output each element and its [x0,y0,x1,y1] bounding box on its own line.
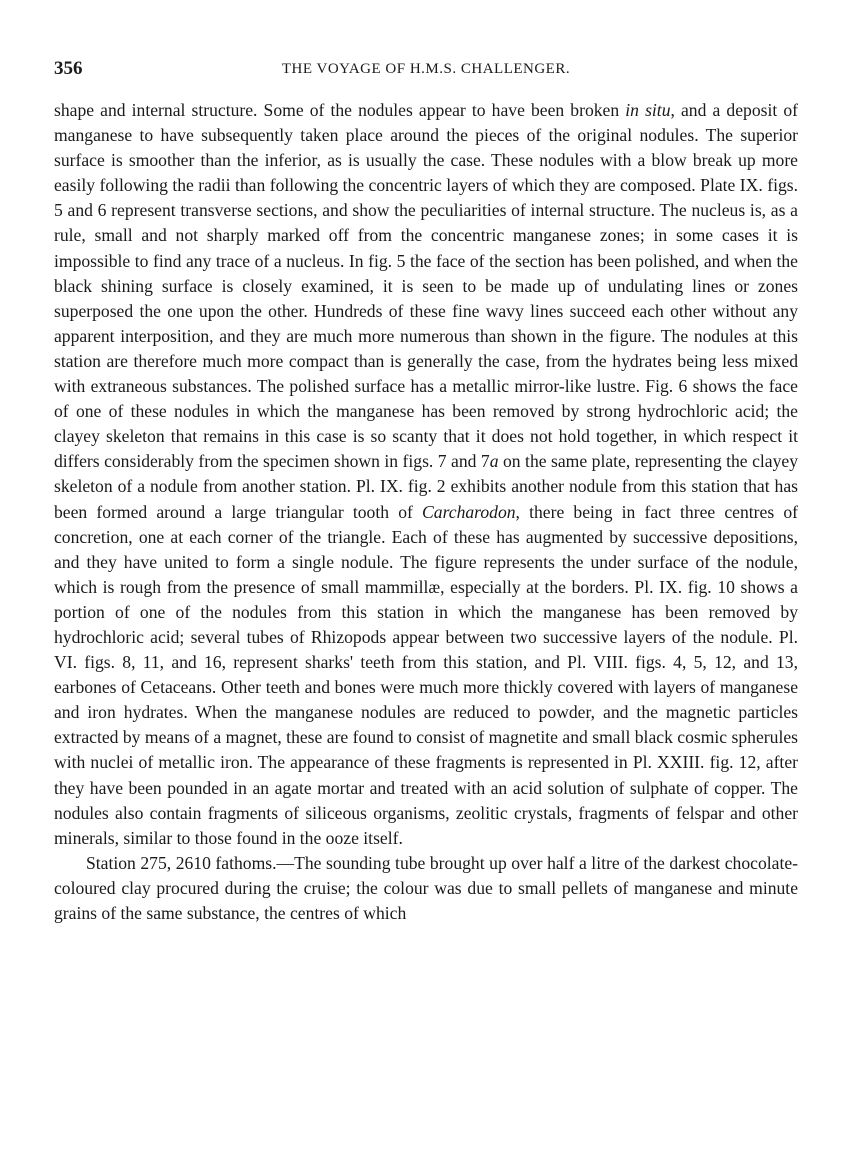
running-title: THE VOYAGE OF H.M.S. CHALLENGER. [281,61,571,77]
text-segment: on the same plate, representing the clayey skeleton of a nodule from another station. Pl. IX. fig. 2 exhibits another nodule from this station that has been formed around a large triangular tooth of [54,451,798,522]
paragraph-station-275 [54,851,798,926]
page-number: 356 [54,58,83,79]
text-segment: , there being in fact three centres of concretion, one at each corner of the triangle. Each of these has augmented by successive depositions, and they have united to form a single nodule. The figure represents the under surface of the nodule, which is rough from the presence of small mammillæ, especially at the borders. Pl. IX. fig. 10 shows a portion of one of the nodules from this station in which the manganese has been removed by hydrochloric acid; several tubes of Rhizopods appear between two successive layers of the nodule. Pl. VI. figs. 8, 11, and 16, represent sharks' teeth from this station, and Pl. VIII. figs. 4, 5, 12, and 13, earbones of Cetaceans. Other teeth and bones were much more thickly covered with layers of manganese and iron hydrates. When the manganese nodules are reduced to powder, and the magnetic particles extracted by means of a magnet, these are found to consist of magnetite and small black cosmic spherules with nuclei of metallic iron. The appearance of these fragments is represented in Pl. XXIII. fig. 12, after they have been pounded in an agate mortar and treated with an acid solution of sulphate of copper. The nodules also contain fragments of siliceous organisms, zeolitic crystals, fragments of felspar and other minerals, similar to those found in the ooze itself. [54,501,798,848]
italic-term: a [489,451,499,472]
text-segment: shape and internal structure. Some of the nodules appear to have been broken [54,100,626,120]
document-page [54,58,798,926]
italic-term: in situ [625,100,671,120]
text-segment: , and a deposit of manganese to have subsequently taken place around the pieces of the original nodules. The superior surface is smoother than the inferior, as is usually the case. These nodules with a blow break up more easily following the radii than following the concentric layers of which they are composed. Plate IX. figs. 5 and 6 represent transverse sections, and show the peculiarities of internal structure. The nucleus is, as a rule, small and not sharply marked off from the concentric manganese zones; in some cases it is impossible to find any trace of a nucleus. In fig. 5 the face of the section has been polished, and when the black shining surface is closely examined, it is seen to be made up of undulating lines or zones superposed the one upon the other. Hundreds of these fine wavy lines succeed each other without any apparent interposition, and they are much more numerous than shown in the figure. The nodules at this station are therefore much more compact than is generally the case, from the hydrates being less mixed with extraneous substances. The polished surface has a metallic mirror-like lustre. Fig. 6 shows the face of one of these nodules in which the manganese has been removed by strong hydrochloric acid; the clayey skeleton that remains in this case is so scanty that it does not hold together, in which respect it differs considerably from the specimen shown in figs. 7 and 7 [54,100,798,472]
text-segment: Station 275, 2610 fathoms.—The sounding tube brought up over half a litre of the darkest chocolate-coloured clay procured during the cruise; the colour was due to small pellets of manganese and minute grains of the same substance, the centres of which [54,852,798,923]
paragraph-nodule-structure [54,98,798,851]
italic-term: Carcharodon [422,501,516,522]
running-head [54,58,798,84]
